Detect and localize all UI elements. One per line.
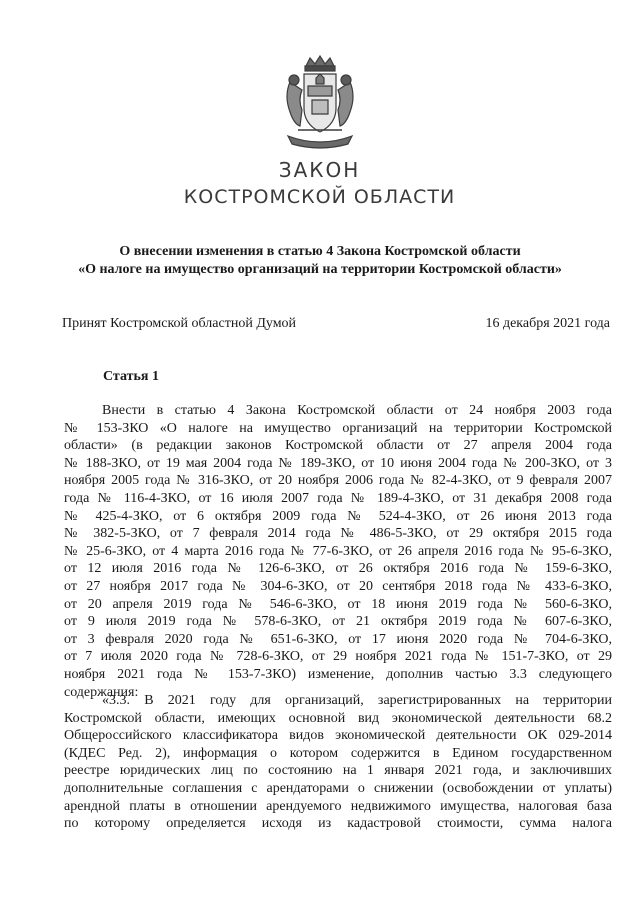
law-subject-line-1: О внесении изменения в статью 4 Закона Костромской области [119,244,521,259]
law-region-title: КОСТРОМСКОЙ ОБЛАСТИ [183,186,456,208]
paragraph-line: Внести в статью 4 Закона Костромской области от 24 ноября 2003 года [102,403,612,418]
adopted-by: Принят Костромской областной Думой [62,316,297,331]
paragraph-line: ноября 2021 года № 153-7-ЗКО) изменение, дополнив частью 3.3 следующего [64,666,612,682]
paragraph-line: № 188-ЗКО, от 19 мая 2004 года № 189-ЗКО, от 10 июня 2004 года № 200-ЗКО, от 3 [64,455,612,471]
adoption-date: 16 декабря 2021 года [485,316,610,331]
law-subject-line-2: «О налоге на имущество организаций на территории Костромской области» [78,262,562,277]
paragraph-line: № 25-6-ЗКО, от 4 марта 2016 года № 77-6-ЗКО, от 26 апреля 2016 года № 95-6-ЗКО, [64,543,612,559]
paragraph-line: от 12 июля 2016 года № 126-6-ЗКО, от 26 октября 2016 года № 159-6-ЗКО, [64,561,612,577]
paragraph-line: Костромской области, имеющих основной вид экономической деятельности 68.2 [64,710,612,726]
paragraph-line: арендной платы в отношении арендуемого недвижимого имущества, налоговая база [64,798,612,814]
article-heading: Статья 1 [103,369,159,384]
paragraph-line: по которому определяется исходя из кадастровой стоимости, сумма налога [64,816,612,832]
article-paragraph-1 [64,402,612,701]
paragraph-line: года № 116-4-ЗКО, от 16 июля 2007 года № 189-4-ЗКО, от 31 декабря 2008 года [64,490,612,506]
paragraph-line: от 7 июля 2020 года № 728-6-ЗКО, от 29 ноября 2021 года № 151-7-ЗКО, от 29 [64,649,612,665]
paragraph-line: от 3 февраля 2020 года № 651-6-ЗКО, от 17 июня 2020 года № 704-6-ЗКО, [64,631,612,647]
paragraph-line: от 9 июля 2019 года № 578-6-ЗКО, от 21 октября 2019 года № 607-6-ЗКО, [64,614,612,630]
paragraph-line: № 425-4-ЗКО, от 6 октября 2009 года № 524-4-ЗКО, от 26 июня 2013 года [64,508,612,524]
paragraph-line: от 20 апреля 2019 года № 546-6-ЗКО, от 18 июня 2019 года № 560-6-ЗКО, [64,596,612,612]
law-title: ЗАКОН [278,158,361,182]
article-paragraph-2 [64,692,612,833]
paragraph-line: области» (в редакции законов Костромской области от 27 апреля 2004 года [64,438,612,454]
paragraph-line: «3.3. В 2021 году для организаций, зарегистрированных на территории [102,693,612,708]
paragraph-line: дополнительные соглашения с арендаторами о снижении (освобождении от уплаты) [64,780,612,796]
paragraph-line: ноября 2005 года № 316-ЗКО, от 20 ноября 2006 года № 82-4-ЗКО, от 9 февраля 2007 [64,473,612,489]
paragraph-line: содержания: [64,684,139,700]
paragraph-line: Общероссийского классификатора видов экономической деятельности ОК 029-2014 [64,728,612,744]
coat-of-arms-icon [270,52,370,152]
paragraph-line: реестре юридических лиц по состоянию на 1 января 2021 года, и заключивших [64,763,612,779]
paragraph-line: № 153-ЗКО «О налоге на имущество организаций на территории Костромской [64,420,612,436]
paragraph-line: от 27 ноября 2017 года № 304-6-ЗКО, от 20 сентября 2018 года № 433-6-ЗКО, [64,578,612,594]
paragraph-line: (КДЕС Ред. 2), информация о котором содержится в Едином государственном [64,745,612,761]
paragraph-line: № 382-5-ЗКО, от 7 февраля 2014 года № 486-5-ЗКО, от 29 октября 2015 года [64,526,612,542]
